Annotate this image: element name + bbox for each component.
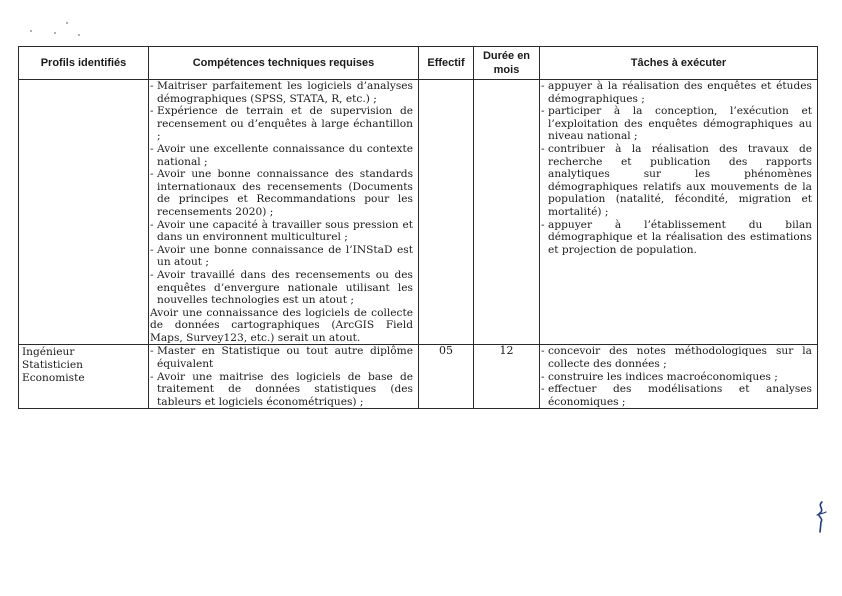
- profile-line: Statisticien: [22, 359, 83, 372]
- competence-item: - Avoir une maitrise des logiciels de base de traitement de données statistiques (des tableurs et logiciels économétriques) ;: [149, 371, 418, 409]
- table-row: [19, 345, 818, 409]
- competence-item: - Avoir une bonne connaissance des standards internationaux des recensements (Documents de principes et Recommandations pour les recensements 2020) ;: [149, 168, 418, 218]
- duree-cell: [474, 80, 540, 345]
- tache-item: - participer à la conception, l’exécution et l’exploitation des enquêtes démographiques au niveau national ;: [540, 105, 817, 143]
- taches-cell: [540, 345, 818, 409]
- competence-item: - Maitriser parfaitement les logiciels d’analyses démographiques (SPSS, STATA, R, etc.) ;: [149, 80, 418, 105]
- table-row: [19, 80, 818, 345]
- profile-line: Ingénieur: [22, 346, 75, 359]
- profile-cell: [19, 80, 149, 345]
- header-effectif: Effectif: [419, 47, 474, 80]
- handwritten-signature: [813, 500, 829, 534]
- tache-item: - construire les indices macroéconomiques ;: [540, 371, 817, 384]
- tache-item: - appuyer à l’établissement du bilan démographique et la réalisation des estimations et projection de population.: [540, 219, 817, 257]
- profile-line: Economiste: [22, 371, 85, 384]
- taches-cell: [540, 80, 818, 345]
- tache-item: - concevoir des notes méthodologiques sur la collecte des données ;: [540, 345, 817, 370]
- competence-item-last: Avoir une connaissance des logiciels de collecte de données cartographiques (ArcGIS Field Maps, Survey123, etc.) serait un atout.: [150, 306, 413, 344]
- competence-item: - Avoir une capacité à travailler sous pression et dans un environnent multiculturel ;: [149, 219, 418, 244]
- header-duree: Durée en mois: [474, 47, 540, 80]
- header-taches: Tâches à exécuter: [540, 47, 818, 80]
- effectif-cell: 05: [419, 345, 474, 409]
- profile-cell: [19, 345, 149, 409]
- table-header-row: [19, 47, 818, 80]
- tache-item: - contribuer à la réalisation des travaux de recherche et publication des rapports analytiques sur les phénomènes démographiques relatifs aux mouvements de la population (natalité, fécondité, migration et mortalité) ;: [540, 143, 817, 219]
- effectif-cell: [419, 80, 474, 345]
- competence-item: - Expérience de terrain et de supervision de recensement ou d’enquêtes à large échantillon ;: [149, 105, 418, 143]
- header-competences: Compétences techniques requises: [149, 47, 419, 80]
- tache-item: - effectuer des modélisations et analyses économiques ;: [540, 383, 817, 408]
- tache-item: - appuyer à la réalisation des enquêtes et études démographiques ;: [540, 80, 817, 105]
- competence-item: - Avoir travaillé dans des recensements ou des enquêtes d’envergure nationale utilisant les nouvelles technologies est un atout ;: [149, 269, 418, 307]
- competence-item: - Avoir une excellente connaissance du contexte national ;: [149, 143, 418, 168]
- competences-cell: [149, 345, 419, 409]
- competence-item: - Avoir une bonne connaissance de l’INStaD est un atout ;: [149, 244, 418, 269]
- competence-item: - Master en Statistique ou tout autre diplôme équivalent: [149, 345, 418, 370]
- duree-cell: 12: [474, 345, 540, 409]
- scan-specks: [28, 18, 88, 38]
- profiles-table: [18, 46, 818, 409]
- competences-cell: [149, 80, 419, 345]
- header-profiles: Profils identifiés: [19, 47, 149, 80]
